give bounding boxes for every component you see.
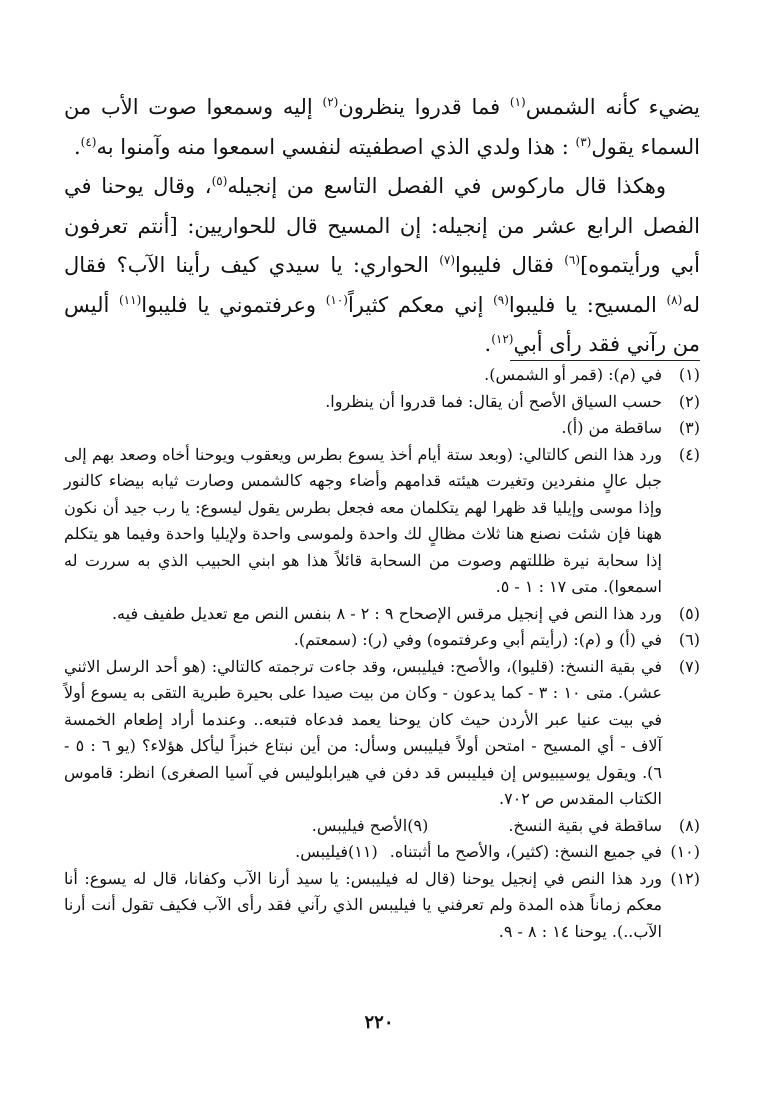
footnote-text: الأصح فيليبس. (311, 815, 408, 835)
footnote-marker: (٧) (439, 253, 456, 267)
footnote-text: في بقية النسخ: (قليوا)، والأصح: فيليبس، وقد جاءت ترجمته كالتالي: (هو أحد الرسل الاثني عشر). متى ١٠ : ٣ - كما يدعون - وكان من بيت صيدا على بحيرة طبرية التقى به يسوع أولاً في بيت عنيا عبر الأردن حيث كان يوحنا يعمد فدعاه فتبعه.. وعندما أراد إطعام الخمسة آلاف - أي المسيح - امتحن أولاً فيليبس وسأل: من أين نبتاع خبزاً ليأكل هؤلاء؟ (يو ٦ : ٥ - ٦). ويقول يوسيبيوس إن فيليبس قد دفن في هيرابلوليس في آسيا الصغرى) انظر: قاموس الكتاب المقدس ص ٧٠٢. (64, 656, 663, 808)
footnote (64, 839, 700, 866)
footnote (64, 442, 700, 601)
footnote-text: فيليبس. (295, 842, 349, 861)
footnote-gap (428, 813, 508, 840)
footnote (64, 415, 700, 442)
footnote-marker: (١٢) (491, 332, 514, 346)
footnote-pair (64, 813, 662, 840)
footnote-text: ورد هذا النص كالتالي: (وبعد ستة أيام أخذ يسوع بطرس ويعقوب ويوحنا أخاه وصعد بهم إلى جبل عالٍ منفردين وتغيرت هيئته قدامهم وأضاء وجهه كالشمس وصارت ثيابه بيضاء كالنور وإذا موسى وإيليا قد ظهرا لهم يتكلمان معه فجعل بطرس يقول ليسوع: يا رب جيد أن نكون ههنا فإن شئت نصنع هنا ثلاث مظالٍ لك واحدة ولموسى واحدة ولإيليا واحدة وفيما هو يتكلم إذا سحابة نيرة ظللتهم وصوت من السحابة قائلاً هذا هو ابني الحبيب الذي به سررت له اسمعوا). متى ١٧ : ١ - ٥. (64, 444, 663, 596)
footnote-text: في (م): (قمر أو الشمس). (484, 365, 662, 384)
footnote-marker: (١٠) (325, 292, 348, 307)
footnote-marker: (٢) (322, 95, 339, 109)
footnote-marker: (٩) (493, 292, 509, 307)
footnote-text: في جميع النسخ: (كثير)، والأصح ما أثبتناه. (389, 842, 662, 861)
footnote (64, 627, 700, 654)
footnote-separator (510, 360, 700, 361)
footnote-marker: (٨) (666, 292, 683, 307)
footnote (64, 389, 700, 416)
footnote-marker: (١١) (118, 292, 142, 307)
footnote (64, 866, 700, 946)
footnote-gap (378, 839, 390, 866)
footnote-number: (٥) (678, 603, 700, 623)
footnote-number: (١٢) (670, 868, 700, 888)
footnote-text: ساقطة في بقية النسخ. (508, 815, 662, 835)
footnote-number: (٦) (678, 630, 700, 649)
footnote (64, 813, 700, 840)
footnote-marker: (٦) (564, 253, 581, 267)
footnote (64, 362, 700, 389)
footnote-marker: (٣) (575, 134, 592, 149)
footnote-marker: (١) (509, 95, 526, 109)
footnote-marker: (٤) (80, 134, 97, 149)
footnote-number: (٣) (678, 418, 700, 437)
paragraph-1: يضيء كأنه الشمس$^{(١)}$ فما قدروا ينظرون$^{(٢)}$ إليه وسمعوا صوت الأب من السماء يقول$^{(٣)}$ : هذا ولدي الذي اصطفيته لنفسي اسمعوا منه وآمنوا به$^{(٤)}$. (64, 95, 700, 159)
page-number: ٢٢٠ (364, 1012, 394, 1033)
footnote-number: (٢) (678, 391, 700, 411)
footnote-text: في (أ) و (م): (رأيتم أبي وعرفتموه) وفي (ر): (سمعتم). (293, 630, 662, 649)
footnotes (64, 362, 700, 945)
footnote-marker: (٥) (211, 174, 228, 188)
main-text (64, 88, 700, 365)
footnote-pair (64, 839, 662, 866)
paragraph-2: وهكذا قال ماركوس في الفصل التاسع من إنجيله$^{(٥)}$، وقال يوحنا في الفصل الرابع عشر من إنجيله: إن المسيح قال للحواريين: [أنتم تعرفون أبي ورأيتموه]$^{(٦)}$ فقال فليبوا$^{(٧)}$ الحواري: يا سيدي كيف رأينا الآب؟ فقال له$^{(٨)}$ المسيح: يا فليبوا$^{(٩)}$ إني معكم كثيراً$^{(١٠)}$ وعرفتموني يا فليبوا$^{(١١)}$ أليس من رآني فقد رأى أبي$^{(١٢)}$. (64, 174, 700, 356)
footnote-number: (٧) (678, 656, 700, 676)
footnote (64, 654, 700, 813)
footnote (64, 601, 700, 628)
footnote-text: ورد هذا النص في إنجيل مرقس الإصحاح ٩ : ٢ - ٨ بنفس النص مع تعديل طفيف فيه. (111, 603, 662, 623)
footnote-number: (١٠) (670, 842, 700, 861)
footnote-number: (٩) (407, 815, 429, 835)
footnote-number: (١) (678, 365, 700, 384)
footnote-text: ورد هذا النص في إنجيل يوحنا (قال له فيليبس: يا سيد أرنا الآب وكفانا، قال له يسوع: أنا معكم زماناً هذه المدة ولم تعرفني يا فيليبس الذي رآني فقد رأى الآب فكيف تقول أنت أرنا الآب..). يوحنا ١٤ : ٨ - ٩. (64, 868, 662, 941)
footnote-text: حسب السياق الأصح أن يقال: فما قدروا أن ينظروا. (325, 391, 662, 411)
footnote-number: (٤) (678, 444, 700, 464)
footnote-number: (٨) (678, 815, 700, 835)
footnote-text: ساقطة من (أ). (561, 418, 662, 437)
footnote-number: (١١) (348, 842, 378, 861)
